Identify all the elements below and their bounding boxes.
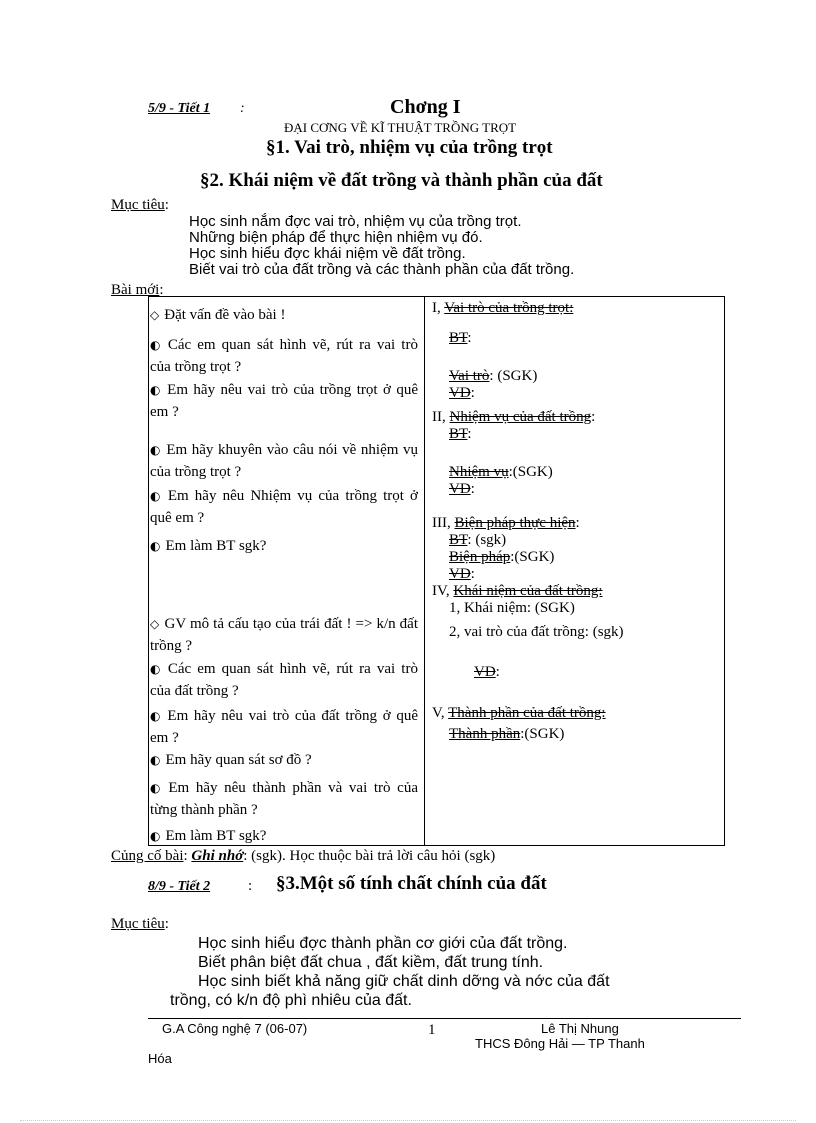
section-heading: II, Nhiệm vụ của đất trồng:: [432, 409, 596, 425]
objective-item: Học sinh hiểu đợc thành phần cơ giới của đất trồng.: [198, 935, 568, 952]
half-circle-icon: ◐: [150, 662, 163, 676]
content-line: Vai trò: (SGK): [449, 368, 538, 384]
footer-rule: [148, 1018, 741, 1019]
lesson2-date-colon: :: [248, 878, 253, 894]
new-lesson-label: Bài mới:: [111, 282, 164, 298]
half-circle-icon: ◐: [150, 753, 161, 767]
footer-author: Lê Thị Nhung: [541, 1021, 619, 1036]
example-line: VD:: [474, 664, 500, 680]
objectives-list: [189, 214, 574, 278]
content-line: 1, Khái niệm: (SGK): [449, 600, 575, 616]
question-item: ◐ Các em quan sát hình vẽ, rút ra vai trò của trồng trọt ?: [150, 337, 418, 375]
content-line: Nhiệm vụ:(SGK): [449, 464, 553, 480]
example-line: VD:: [449, 481, 475, 497]
section1-title: §1. Vai trò, nhiệm vụ của trồng trọt: [266, 137, 553, 158]
question-item: ◐ Em hãy nêu thành phần và vai trò của từng thành phần ?: [150, 780, 418, 818]
chapter-subtitle: ĐẠI CƠNG VỀ KĨ THUẬT TRỒNG TRỌT: [284, 120, 517, 135]
example-line: VD:: [449, 566, 475, 582]
half-circle-icon: ◐: [150, 338, 163, 352]
lesson2-date: 8/9 - Tiết 2: [148, 879, 211, 894]
footer-city: Hóa: [148, 1051, 172, 1066]
consolidation-line: Củng cố bài: Ghi nhớ: (sgk). Học thuộc bài trả lời câu hỏi (sgk): [111, 848, 496, 864]
diamond-icon: ◇: [150, 617, 160, 631]
objectives2-label: Mục tiêu:: [111, 916, 169, 932]
page-number: 1: [428, 1022, 436, 1038]
content-line: 2, vai trò của đất trồng: (sgk): [449, 624, 624, 640]
half-circle-icon: ◐: [150, 383, 163, 397]
section-heading: IV, Khái niệm của đất trồng:: [432, 583, 603, 599]
question-item: ◐ Em hãy quan sát sơ đồ ?: [150, 752, 312, 768]
section-heading: V, Thành phần của đất trồng:: [432, 705, 606, 721]
chapter-title: Chơng I: [390, 96, 461, 118]
lesson1-date: 5/9 - Tiết 1: [148, 101, 211, 116]
exercise-line: BT: (sgk): [449, 532, 507, 548]
question-item: ◐ Em hãy nêu vai trò của đất trồng ở quê em ?: [150, 708, 418, 746]
objective-item: Học sinh hiểu đợc khái niệm về đất trồng.: [189, 245, 466, 262]
section-heading: I, Vai trò của trồng trọt:: [432, 300, 574, 316]
table-divider: [424, 296, 425, 846]
remember-label: Ghi nhớ: [191, 848, 244, 864]
diamond-icon: ◇: [150, 308, 160, 322]
half-circle-icon: ◐: [150, 709, 163, 723]
question-item: ◇ GV mô tả cấu tạo của trái đất ! => k/n đất trồng ?: [150, 616, 419, 654]
question-item: ◇ Đặt vấn đề vào bài !: [150, 307, 286, 323]
section3-title: §3.Một số tính chất chính của đất: [276, 873, 547, 894]
half-circle-icon: ◐: [150, 781, 164, 795]
question-item: ◐ Các em quan sát hình vẽ, rút ra vai trò của đất trồng ?: [150, 661, 418, 699]
half-circle-icon: ◐: [150, 829, 161, 843]
objectives-label: Mục tiêu:: [111, 197, 169, 213]
objective-item: Biết vai trò của đất trồng và các thành phần của đất trồng.: [189, 261, 575, 278]
objectives2-list: [170, 934, 730, 1010]
objective-item: Biết phân biệt đất chua , đất kiềm, đất trung tính.: [198, 954, 544, 971]
objective-item: trồng, có k/n độ phì nhiêu của đất.: [170, 992, 412, 1009]
half-circle-icon: ◐: [150, 489, 163, 503]
question-item: ◐ Em hãy nêu Nhiệm vụ của trồng trọt ở quê em ?: [150, 488, 418, 526]
example-line: VD:: [449, 385, 475, 401]
question-item: ◐ Em hãy nêu vai trò của trồng trọt ở quê em ?: [150, 382, 418, 420]
exercise-line: BT:: [449, 330, 472, 346]
content-line: Thành phần:(SGK): [449, 726, 565, 742]
objective-item: Học sinh biết khả năng giữ chất dinh dỡng và nớc của đất: [198, 973, 610, 990]
content-line: Biện pháp:(SGK): [449, 549, 555, 565]
lesson1-date-colon: :: [240, 101, 245, 116]
half-circle-icon: ◐: [150, 539, 161, 553]
page-bottom-border: [20, 1120, 796, 1121]
objective-item: Những biện pháp để thực hiện nhiệm vụ đó.: [189, 229, 483, 246]
objective-item: Học sinh nắm đợc vai trò, nhiệm vụ của trồng trọt.: [189, 213, 522, 230]
question-item: ◐ Em làm BT sgk?: [150, 828, 267, 844]
half-circle-icon: ◐: [150, 443, 162, 457]
question-item: ◐ Em hãy khuyên vào câu nói về nhiệm vụ của trồng trọt ?: [150, 442, 419, 480]
section-heading: III, Biện pháp thực hiện:: [432, 515, 580, 531]
footer-school: THCS Đông Hải — TP Thanh: [475, 1036, 645, 1051]
exercise-line: BT:: [449, 426, 472, 442]
question-item: ◐ Em làm BT sgk?: [150, 538, 267, 554]
footer-course: G.A Công nghệ 7 (06-07): [162, 1021, 308, 1036]
section2-title: §2. Khái niệm về đất trồng và thành phần của đất: [200, 170, 603, 191]
